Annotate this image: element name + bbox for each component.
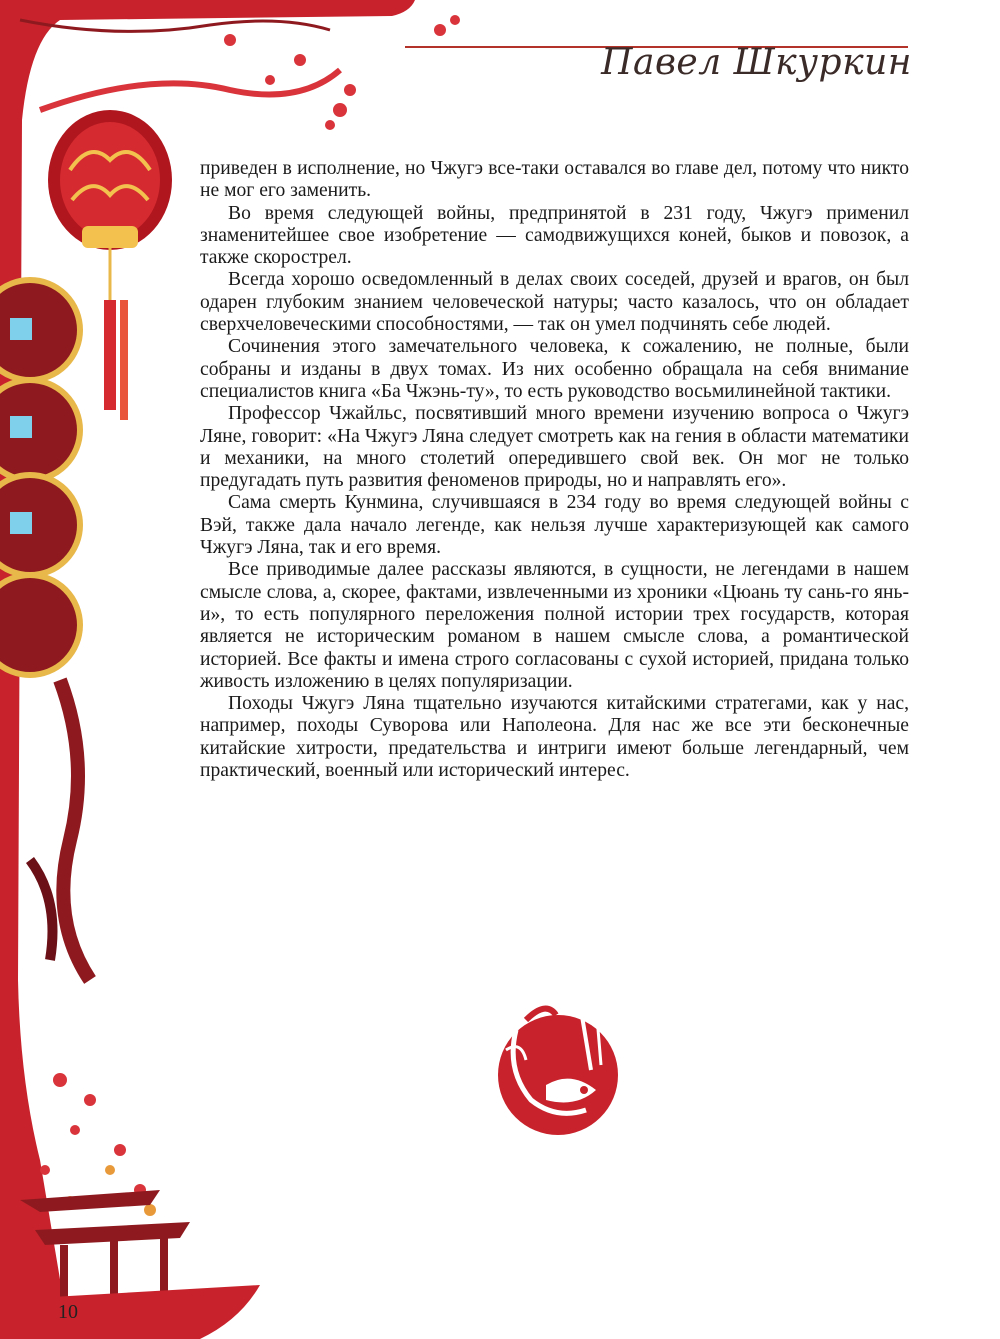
author-name: Павел Шкуркин bbox=[601, 42, 912, 83]
paragraph: Всегда хорошо осведомленный в делах своих соседей, друзей и врагов, он был одарен глубоким знанием человеческой натуры; часто казалось, что он обладает сверхчеловеческими способностями, — так он умел подчинять себе людей. bbox=[200, 269, 909, 336]
page-number: 10 bbox=[58, 1301, 78, 1323]
paragraph: Сочинения этого замечательного человека, к сожалению, не полные, были собраны и изданы в двух томах. Из них особенно обращала на себя внимание специалистов книга «Ба Чжэнь-ту», то есть руководство восьмилинейной тактики. bbox=[200, 336, 909, 402]
paragraph: Во время следующей войны, предпринятой в 231 году, Чжугэ применил знаменитейшее свое изобретение — самодвижущихся коней, быков и повозок, а также скорострел. bbox=[200, 202, 909, 269]
paragraph: Все приводимые далее рассказы являются, в сущности, не легендами в нашем смысле слова, а, скорее, фактами, извлеченными из хроники «Цюань ту сань-го янь-и», то есть популярного переложения полной истории трех государств, которая является не историческим романом в нашем смысле слова, а романтической историей. Все факты и имена строго согласованы с сухой историей, придана только живость изложению в целях популяризации. bbox=[200, 559, 909, 692]
paragraph: Походы Чжугэ Ляна тщательно изучаются китайскими стратегами, как у нас, например, походы Суворова или Наполеона. Для нас же все эти бесконечные китайские хитрости, предательства и интриги имеют больше легендарный, чем практический, военный или исторический интерес. bbox=[200, 693, 909, 782]
paragraph: приведен в исполнение, но Чжугэ все-таки оставался во главе дел, потому что никто не мог его заменить. bbox=[200, 158, 909, 202]
body-text bbox=[200, 158, 909, 782]
fish-emblem-icon bbox=[486, 990, 631, 1140]
paragraph: Профессор Чжайльс, посвятивший много времени изучению вопроса о Чжугэ Ляне, говорит: «На Чжугэ Ляна следует смотреть как на гения в области математики и механики, на много столетий опередившего свой век. Он мог не только предугадать путь развития феноменов природы, но и направлять его». bbox=[200, 403, 909, 492]
paragraph: Сама смерть Кунмина, случившаяся в 234 году во время следующей войны с Вэй, также дала начало легенде, как нельзя лучше характеризующей как самого Чжугэ Ляна, так и его время. bbox=[200, 492, 909, 559]
